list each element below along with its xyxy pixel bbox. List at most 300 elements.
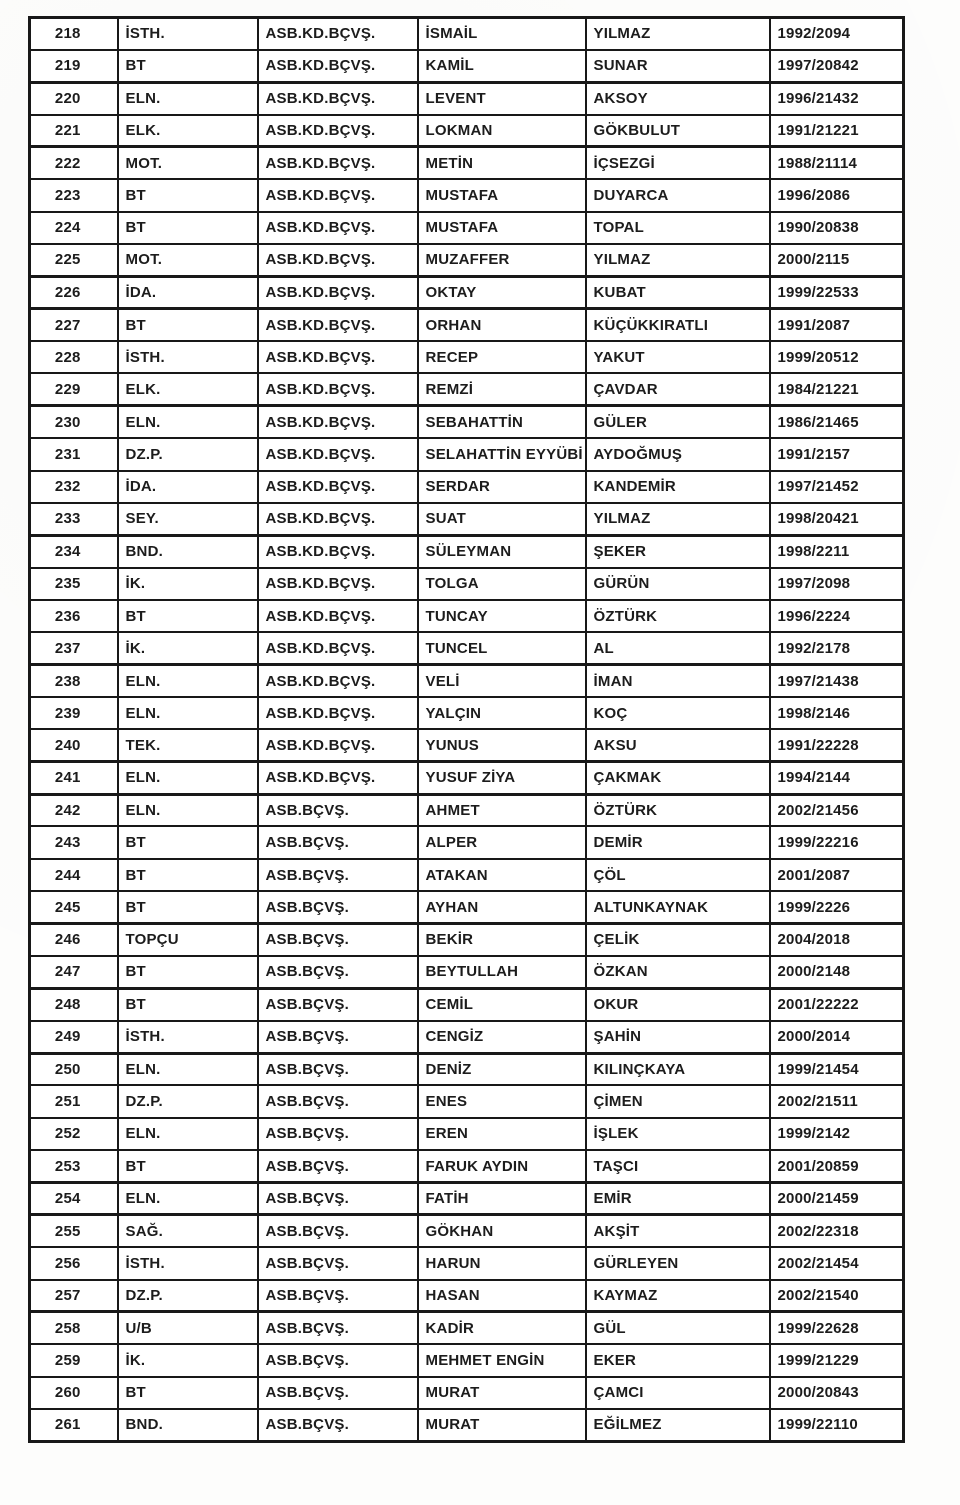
- cell-rank: ASB.BÇVŞ.: [258, 1247, 418, 1279]
- cell-rank: ASB.BÇVŞ.: [258, 1215, 418, 1247]
- cell-last-name: İMAN: [586, 665, 770, 697]
- cell-last-name: YILMAZ: [586, 18, 770, 50]
- table-row: [30, 212, 904, 244]
- cell-registry-no: 2002/21456: [770, 794, 904, 826]
- cell-row-number: 219: [30, 50, 118, 82]
- cell-branch: ELN.: [118, 697, 258, 729]
- cell-last-name: EĞİLMEZ: [586, 1409, 770, 1441]
- cell-first-name: SERDAR: [418, 471, 586, 503]
- table-row: [30, 697, 904, 729]
- cell-first-name: TOLGA: [418, 568, 586, 600]
- cell-row-number: 250: [30, 1053, 118, 1085]
- cell-registry-no: 1986/21465: [770, 406, 904, 438]
- cell-branch: MOT.: [118, 147, 258, 179]
- cell-registry-no: 1984/21221: [770, 373, 904, 405]
- cell-rank: ASB.KD.BÇVŞ.: [258, 244, 418, 276]
- cell-last-name: ÇELİK: [586, 924, 770, 956]
- cell-registry-no: 2000/2014: [770, 1021, 904, 1053]
- cell-first-name: AYHAN: [418, 891, 586, 923]
- cell-row-number: 225: [30, 244, 118, 276]
- cell-last-name: SUNAR: [586, 50, 770, 82]
- cell-row-number: 261: [30, 1409, 118, 1441]
- cell-first-name: FARUK AYDIN: [418, 1150, 586, 1182]
- cell-last-name: ŞAHİN: [586, 1021, 770, 1053]
- table-row: [30, 1150, 904, 1182]
- cell-registry-no: 1992/2178: [770, 632, 904, 664]
- cell-first-name: FATİH: [418, 1182, 586, 1214]
- cell-first-name: TUNCAY: [418, 600, 586, 632]
- cell-first-name: DENİZ: [418, 1053, 586, 1085]
- cell-first-name: MUSTAFA: [418, 212, 586, 244]
- cell-rank: ASB.BÇVŞ.: [258, 1085, 418, 1117]
- cell-registry-no: 1991/2157: [770, 438, 904, 470]
- cell-rank: ASB.KD.BÇVŞ.: [258, 438, 418, 470]
- cell-registry-no: 2002/21540: [770, 1280, 904, 1312]
- cell-row-number: 257: [30, 1280, 118, 1312]
- cell-row-number: 234: [30, 535, 118, 567]
- cell-row-number: 253: [30, 1150, 118, 1182]
- cell-branch: İK.: [118, 1344, 258, 1376]
- cell-first-name: ORHAN: [418, 309, 586, 341]
- cell-branch: BT: [118, 826, 258, 858]
- cell-row-number: 247: [30, 956, 118, 988]
- table-row: [30, 471, 904, 503]
- table-row: [30, 1118, 904, 1150]
- cell-registry-no: 2001/2087: [770, 859, 904, 891]
- cell-row-number: 227: [30, 309, 118, 341]
- cell-rank: ASB.BÇVŞ.: [258, 956, 418, 988]
- cell-registry-no: 1999/2142: [770, 1118, 904, 1150]
- cell-last-name: İÇSEZGİ: [586, 147, 770, 179]
- cell-row-number: 237: [30, 632, 118, 664]
- cell-first-name: VELİ: [418, 665, 586, 697]
- cell-rank: ASB.KD.BÇVŞ.: [258, 115, 418, 147]
- cell-registry-no: 2000/2115: [770, 244, 904, 276]
- cell-row-number: 221: [30, 115, 118, 147]
- table-row: [30, 891, 904, 923]
- cell-first-name: SÜLEYMAN: [418, 535, 586, 567]
- cell-branch: İK.: [118, 568, 258, 600]
- cell-first-name: YALÇIN: [418, 697, 586, 729]
- cell-last-name: ALTUNKAYNAK: [586, 891, 770, 923]
- cell-row-number: 229: [30, 373, 118, 405]
- cell-last-name: AYDOĞMUŞ: [586, 438, 770, 470]
- cell-branch: ELN.: [118, 406, 258, 438]
- cell-branch: İSTH.: [118, 1021, 258, 1053]
- cell-rank: ASB.BÇVŞ.: [258, 794, 418, 826]
- cell-last-name: TAŞCI: [586, 1150, 770, 1182]
- cell-row-number: 255: [30, 1215, 118, 1247]
- cell-last-name: KOÇ: [586, 697, 770, 729]
- cell-last-name: KAYMAZ: [586, 1280, 770, 1312]
- cell-last-name: AKSOY: [586, 82, 770, 114]
- cell-registry-no: 1996/2086: [770, 179, 904, 211]
- cell-row-number: 246: [30, 924, 118, 956]
- cell-first-name: LOKMAN: [418, 115, 586, 147]
- cell-first-name: BEYTULLAH: [418, 956, 586, 988]
- cell-first-name: CENGİZ: [418, 1021, 586, 1053]
- cell-rank: ASB.BÇVŞ.: [258, 1118, 418, 1150]
- cell-last-name: ÇAVDAR: [586, 373, 770, 405]
- table-row: [30, 859, 904, 891]
- table-row: [30, 1021, 904, 1053]
- cell-registry-no: 1997/21438: [770, 665, 904, 697]
- cell-last-name: EMİR: [586, 1182, 770, 1214]
- cell-last-name: ÇÖL: [586, 859, 770, 891]
- cell-first-name: ATAKAN: [418, 859, 586, 891]
- cell-rank: ASB.BÇVŞ.: [258, 859, 418, 891]
- cell-branch: SAĞ.: [118, 1215, 258, 1247]
- cell-last-name: ÇİMEN: [586, 1085, 770, 1117]
- cell-first-name: SELAHATTİN EYYÜBİ: [418, 438, 586, 470]
- cell-branch: ELK.: [118, 373, 258, 405]
- cell-registry-no: 1999/22533: [770, 276, 904, 308]
- cell-row-number: 230: [30, 406, 118, 438]
- cell-rank: ASB.BÇVŞ.: [258, 924, 418, 956]
- cell-branch: BT: [118, 50, 258, 82]
- table-row: [30, 1085, 904, 1117]
- cell-last-name: ÖZTÜRK: [586, 794, 770, 826]
- table-row: [30, 179, 904, 211]
- cell-first-name: KAMİL: [418, 50, 586, 82]
- cell-branch: ELN.: [118, 1118, 258, 1150]
- table-row: [30, 244, 904, 276]
- table-row: [30, 115, 904, 147]
- cell-branch: ELN.: [118, 1182, 258, 1214]
- cell-rank: ASB.BÇVŞ.: [258, 826, 418, 858]
- cell-first-name: EREN: [418, 1118, 586, 1150]
- cell-first-name: ALPER: [418, 826, 586, 858]
- table-row: [30, 82, 904, 114]
- cell-first-name: ENES: [418, 1085, 586, 1117]
- cell-rank: ASB.BÇVŞ.: [258, 1021, 418, 1053]
- cell-row-number: 224: [30, 212, 118, 244]
- cell-rank: ASB.BÇVŞ.: [258, 1280, 418, 1312]
- cell-rank: ASB.KD.BÇVŞ.: [258, 341, 418, 373]
- cell-branch: BND.: [118, 1409, 258, 1441]
- cell-first-name: LEVENT: [418, 82, 586, 114]
- cell-rank: ASB.BÇVŞ.: [258, 1377, 418, 1409]
- cell-first-name: MEHMET ENGİN: [418, 1344, 586, 1376]
- cell-row-number: 228: [30, 341, 118, 373]
- table-row: [30, 373, 904, 405]
- cell-last-name: YILMAZ: [586, 244, 770, 276]
- cell-rank: ASB.BÇVŞ.: [258, 988, 418, 1020]
- cell-first-name: METİN: [418, 147, 586, 179]
- cell-row-number: 240: [30, 729, 118, 761]
- cell-registry-no: 1997/21452: [770, 471, 904, 503]
- table-row: [30, 406, 904, 438]
- cell-registry-no: 1998/2211: [770, 535, 904, 567]
- table-row: [30, 1280, 904, 1312]
- cell-last-name: OKUR: [586, 988, 770, 1020]
- cell-branch: TOPÇU: [118, 924, 258, 956]
- cell-last-name: GÖKBULUT: [586, 115, 770, 147]
- personnel-list-table: [28, 16, 905, 1443]
- table-row: [30, 309, 904, 341]
- cell-branch: İDA.: [118, 276, 258, 308]
- cell-rank: ASB.KD.BÇVŞ.: [258, 147, 418, 179]
- cell-last-name: AL: [586, 632, 770, 664]
- cell-first-name: BEKİR: [418, 924, 586, 956]
- cell-rank: ASB.KD.BÇVŞ.: [258, 406, 418, 438]
- table-row: [30, 276, 904, 308]
- cell-row-number: 244: [30, 859, 118, 891]
- cell-last-name: ÖZTÜRK: [586, 600, 770, 632]
- table-row: [30, 1215, 904, 1247]
- cell-first-name: RECEP: [418, 341, 586, 373]
- cell-last-name: YILMAZ: [586, 503, 770, 535]
- table-row: [30, 600, 904, 632]
- cell-first-name: HASAN: [418, 1280, 586, 1312]
- cell-branch: ELN.: [118, 762, 258, 794]
- table-row: [30, 1312, 904, 1344]
- cell-rank: ASB.KD.BÇVŞ.: [258, 179, 418, 211]
- cell-registry-no: 1996/2224: [770, 600, 904, 632]
- cell-last-name: DEMİR: [586, 826, 770, 858]
- cell-first-name: AHMET: [418, 794, 586, 826]
- cell-branch: BND.: [118, 535, 258, 567]
- cell-branch: BT: [118, 1150, 258, 1182]
- cell-registry-no: 1999/20512: [770, 341, 904, 373]
- cell-branch: TEK.: [118, 729, 258, 761]
- table-row: [30, 826, 904, 858]
- table-row: [30, 18, 904, 50]
- table-row: [30, 924, 904, 956]
- cell-rank: ASB.BÇVŞ.: [258, 1344, 418, 1376]
- cell-registry-no: 1991/2087: [770, 309, 904, 341]
- cell-registry-no: 2000/21459: [770, 1182, 904, 1214]
- cell-row-number: 252: [30, 1118, 118, 1150]
- cell-registry-no: 1988/21114: [770, 147, 904, 179]
- cell-first-name: GÖKHAN: [418, 1215, 586, 1247]
- cell-row-number: 218: [30, 18, 118, 50]
- cell-registry-no: 1999/22628: [770, 1312, 904, 1344]
- table-row: [30, 1344, 904, 1376]
- cell-registry-no: 1991/21221: [770, 115, 904, 147]
- cell-rank: ASB.KD.BÇVŞ.: [258, 729, 418, 761]
- cell-registry-no: 1998/2146: [770, 697, 904, 729]
- table-row: [30, 762, 904, 794]
- cell-branch: İDA.: [118, 471, 258, 503]
- cell-branch: DZ.P.: [118, 1280, 258, 1312]
- cell-last-name: KÜÇÜKKIRATLI: [586, 309, 770, 341]
- cell-last-name: KUBAT: [586, 276, 770, 308]
- cell-row-number: 251: [30, 1085, 118, 1117]
- cell-row-number: 254: [30, 1182, 118, 1214]
- table-row: [30, 503, 904, 535]
- cell-row-number: 226: [30, 276, 118, 308]
- cell-registry-no: 1991/22228: [770, 729, 904, 761]
- cell-branch: BT: [118, 891, 258, 923]
- cell-registry-no: 2000/2148: [770, 956, 904, 988]
- cell-branch: DZ.P.: [118, 438, 258, 470]
- cell-rank: ASB.KD.BÇVŞ.: [258, 600, 418, 632]
- cell-rank: ASB.KD.BÇVŞ.: [258, 309, 418, 341]
- cell-rank: ASB.KD.BÇVŞ.: [258, 697, 418, 729]
- cell-branch: İSTH.: [118, 341, 258, 373]
- cell-last-name: ŞEKER: [586, 535, 770, 567]
- cell-rank: ASB.KD.BÇVŞ.: [258, 50, 418, 82]
- cell-rank: ASB.KD.BÇVŞ.: [258, 82, 418, 114]
- cell-branch: BT: [118, 179, 258, 211]
- cell-registry-no: 1999/2226: [770, 891, 904, 923]
- cell-branch: DZ.P.: [118, 1085, 258, 1117]
- cell-rank: ASB.BÇVŞ.: [258, 1312, 418, 1344]
- cell-rank: ASB.BÇVŞ.: [258, 1409, 418, 1441]
- cell-row-number: 256: [30, 1247, 118, 1279]
- cell-first-name: MURAT: [418, 1377, 586, 1409]
- cell-rank: ASB.KD.BÇVŞ.: [258, 568, 418, 600]
- table-row: [30, 535, 904, 567]
- cell-last-name: GÜRÜN: [586, 568, 770, 600]
- cell-branch: BT: [118, 212, 258, 244]
- cell-branch: ELN.: [118, 794, 258, 826]
- table-row: [30, 729, 904, 761]
- cell-rank: ASB.KD.BÇVŞ.: [258, 18, 418, 50]
- cell-first-name: YUNUS: [418, 729, 586, 761]
- cell-row-number: 236: [30, 600, 118, 632]
- table-row: [30, 1409, 904, 1441]
- cell-branch: BT: [118, 309, 258, 341]
- cell-registry-no: 1996/21432: [770, 82, 904, 114]
- cell-rank: ASB.BÇVŞ.: [258, 1150, 418, 1182]
- cell-registry-no: 1990/20838: [770, 212, 904, 244]
- table-row: [30, 956, 904, 988]
- cell-last-name: TOPAL: [586, 212, 770, 244]
- cell-row-number: 231: [30, 438, 118, 470]
- cell-first-name: HARUN: [418, 1247, 586, 1279]
- cell-branch: BT: [118, 859, 258, 891]
- cell-row-number: 223: [30, 179, 118, 211]
- table-row: [30, 568, 904, 600]
- cell-last-name: KANDEMİR: [586, 471, 770, 503]
- cell-rank: ASB.BÇVŞ.: [258, 1053, 418, 1085]
- cell-registry-no: 1999/22110: [770, 1409, 904, 1441]
- cell-registry-no: 2001/22222: [770, 988, 904, 1020]
- cell-rank: ASB.KD.BÇVŞ.: [258, 665, 418, 697]
- cell-row-number: 242: [30, 794, 118, 826]
- cell-last-name: AKŞİT: [586, 1215, 770, 1247]
- cell-row-number: 260: [30, 1377, 118, 1409]
- cell-rank: ASB.BÇVŞ.: [258, 891, 418, 923]
- table-row: [30, 438, 904, 470]
- cell-branch: BT: [118, 956, 258, 988]
- cell-row-number: 220: [30, 82, 118, 114]
- cell-rank: ASB.KD.BÇVŞ.: [258, 212, 418, 244]
- cell-registry-no: 2001/20859: [770, 1150, 904, 1182]
- cell-registry-no: 2002/22318: [770, 1215, 904, 1247]
- table-row: [30, 794, 904, 826]
- cell-row-number: 235: [30, 568, 118, 600]
- cell-registry-no: 1999/21229: [770, 1344, 904, 1376]
- table-row: [30, 341, 904, 373]
- cell-first-name: OKTAY: [418, 276, 586, 308]
- table-row: [30, 988, 904, 1020]
- cell-row-number: 258: [30, 1312, 118, 1344]
- cell-branch: ELN.: [118, 82, 258, 114]
- cell-registry-no: 2004/2018: [770, 924, 904, 956]
- cell-branch: ELN.: [118, 1053, 258, 1085]
- cell-registry-no: 1999/21454: [770, 1053, 904, 1085]
- cell-branch: İSTH.: [118, 1247, 258, 1279]
- cell-registry-no: 2002/21454: [770, 1247, 904, 1279]
- cell-row-number: 238: [30, 665, 118, 697]
- cell-registry-no: 2000/20843: [770, 1377, 904, 1409]
- cell-branch: BT: [118, 600, 258, 632]
- cell-last-name: YAKUT: [586, 341, 770, 373]
- table-row: [30, 50, 904, 82]
- cell-last-name: GÜLER: [586, 406, 770, 438]
- cell-first-name: SUAT: [418, 503, 586, 535]
- cell-registry-no: 1992/2094: [770, 18, 904, 50]
- cell-registry-no: 2002/21511: [770, 1085, 904, 1117]
- cell-first-name: MUZAFFER: [418, 244, 586, 276]
- table-row: [30, 1377, 904, 1409]
- cell-last-name: AKSU: [586, 729, 770, 761]
- cell-row-number: 249: [30, 1021, 118, 1053]
- cell-row-number: 245: [30, 891, 118, 923]
- personnel-table-body: [30, 18, 904, 1442]
- cell-first-name: MUSTAFA: [418, 179, 586, 211]
- cell-last-name: ÖZKAN: [586, 956, 770, 988]
- cell-rank: ASB.KD.BÇVŞ.: [258, 535, 418, 567]
- cell-last-name: DUYARCA: [586, 179, 770, 211]
- cell-last-name: GÜRLEYEN: [586, 1247, 770, 1279]
- table-row: [30, 1053, 904, 1085]
- cell-row-number: 232: [30, 471, 118, 503]
- cell-branch: U/B: [118, 1312, 258, 1344]
- cell-last-name: KILINÇKAYA: [586, 1053, 770, 1085]
- cell-rank: ASB.KD.BÇVŞ.: [258, 632, 418, 664]
- cell-registry-no: 1994/2144: [770, 762, 904, 794]
- cell-row-number: 248: [30, 988, 118, 1020]
- cell-registry-no: 1997/2098: [770, 568, 904, 600]
- cell-first-name: TUNCEL: [418, 632, 586, 664]
- cell-row-number: 259: [30, 1344, 118, 1376]
- cell-first-name: MURAT: [418, 1409, 586, 1441]
- cell-last-name: ÇAMCI: [586, 1377, 770, 1409]
- cell-rank: ASB.BÇVŞ.: [258, 1182, 418, 1214]
- cell-last-name: EKER: [586, 1344, 770, 1376]
- cell-branch: İK.: [118, 632, 258, 664]
- cell-branch: BT: [118, 1377, 258, 1409]
- cell-registry-no: 1998/20421: [770, 503, 904, 535]
- cell-first-name: KADİR: [418, 1312, 586, 1344]
- cell-branch: BT: [118, 988, 258, 1020]
- cell-row-number: 233: [30, 503, 118, 535]
- cell-rank: ASB.KD.BÇVŞ.: [258, 471, 418, 503]
- cell-row-number: 222: [30, 147, 118, 179]
- cell-row-number: 241: [30, 762, 118, 794]
- cell-first-name: SEBAHATTİN: [418, 406, 586, 438]
- cell-first-name: YUSUF ZİYA: [418, 762, 586, 794]
- cell-branch: ELK.: [118, 115, 258, 147]
- cell-registry-no: 1999/22216: [770, 826, 904, 858]
- cell-rank: ASB.KD.BÇVŞ.: [258, 503, 418, 535]
- cell-first-name: İSMAİL: [418, 18, 586, 50]
- cell-last-name: GÜL: [586, 1312, 770, 1344]
- cell-rank: ASB.KD.BÇVŞ.: [258, 762, 418, 794]
- table-row: [30, 147, 904, 179]
- cell-registry-no: 1997/20842: [770, 50, 904, 82]
- cell-rank: ASB.KD.BÇVŞ.: [258, 276, 418, 308]
- cell-last-name: İŞLEK: [586, 1118, 770, 1150]
- cell-last-name: ÇAKMAK: [586, 762, 770, 794]
- table-row: [30, 632, 904, 664]
- cell-first-name: CEMİL: [418, 988, 586, 1020]
- cell-rank: ASB.KD.BÇVŞ.: [258, 373, 418, 405]
